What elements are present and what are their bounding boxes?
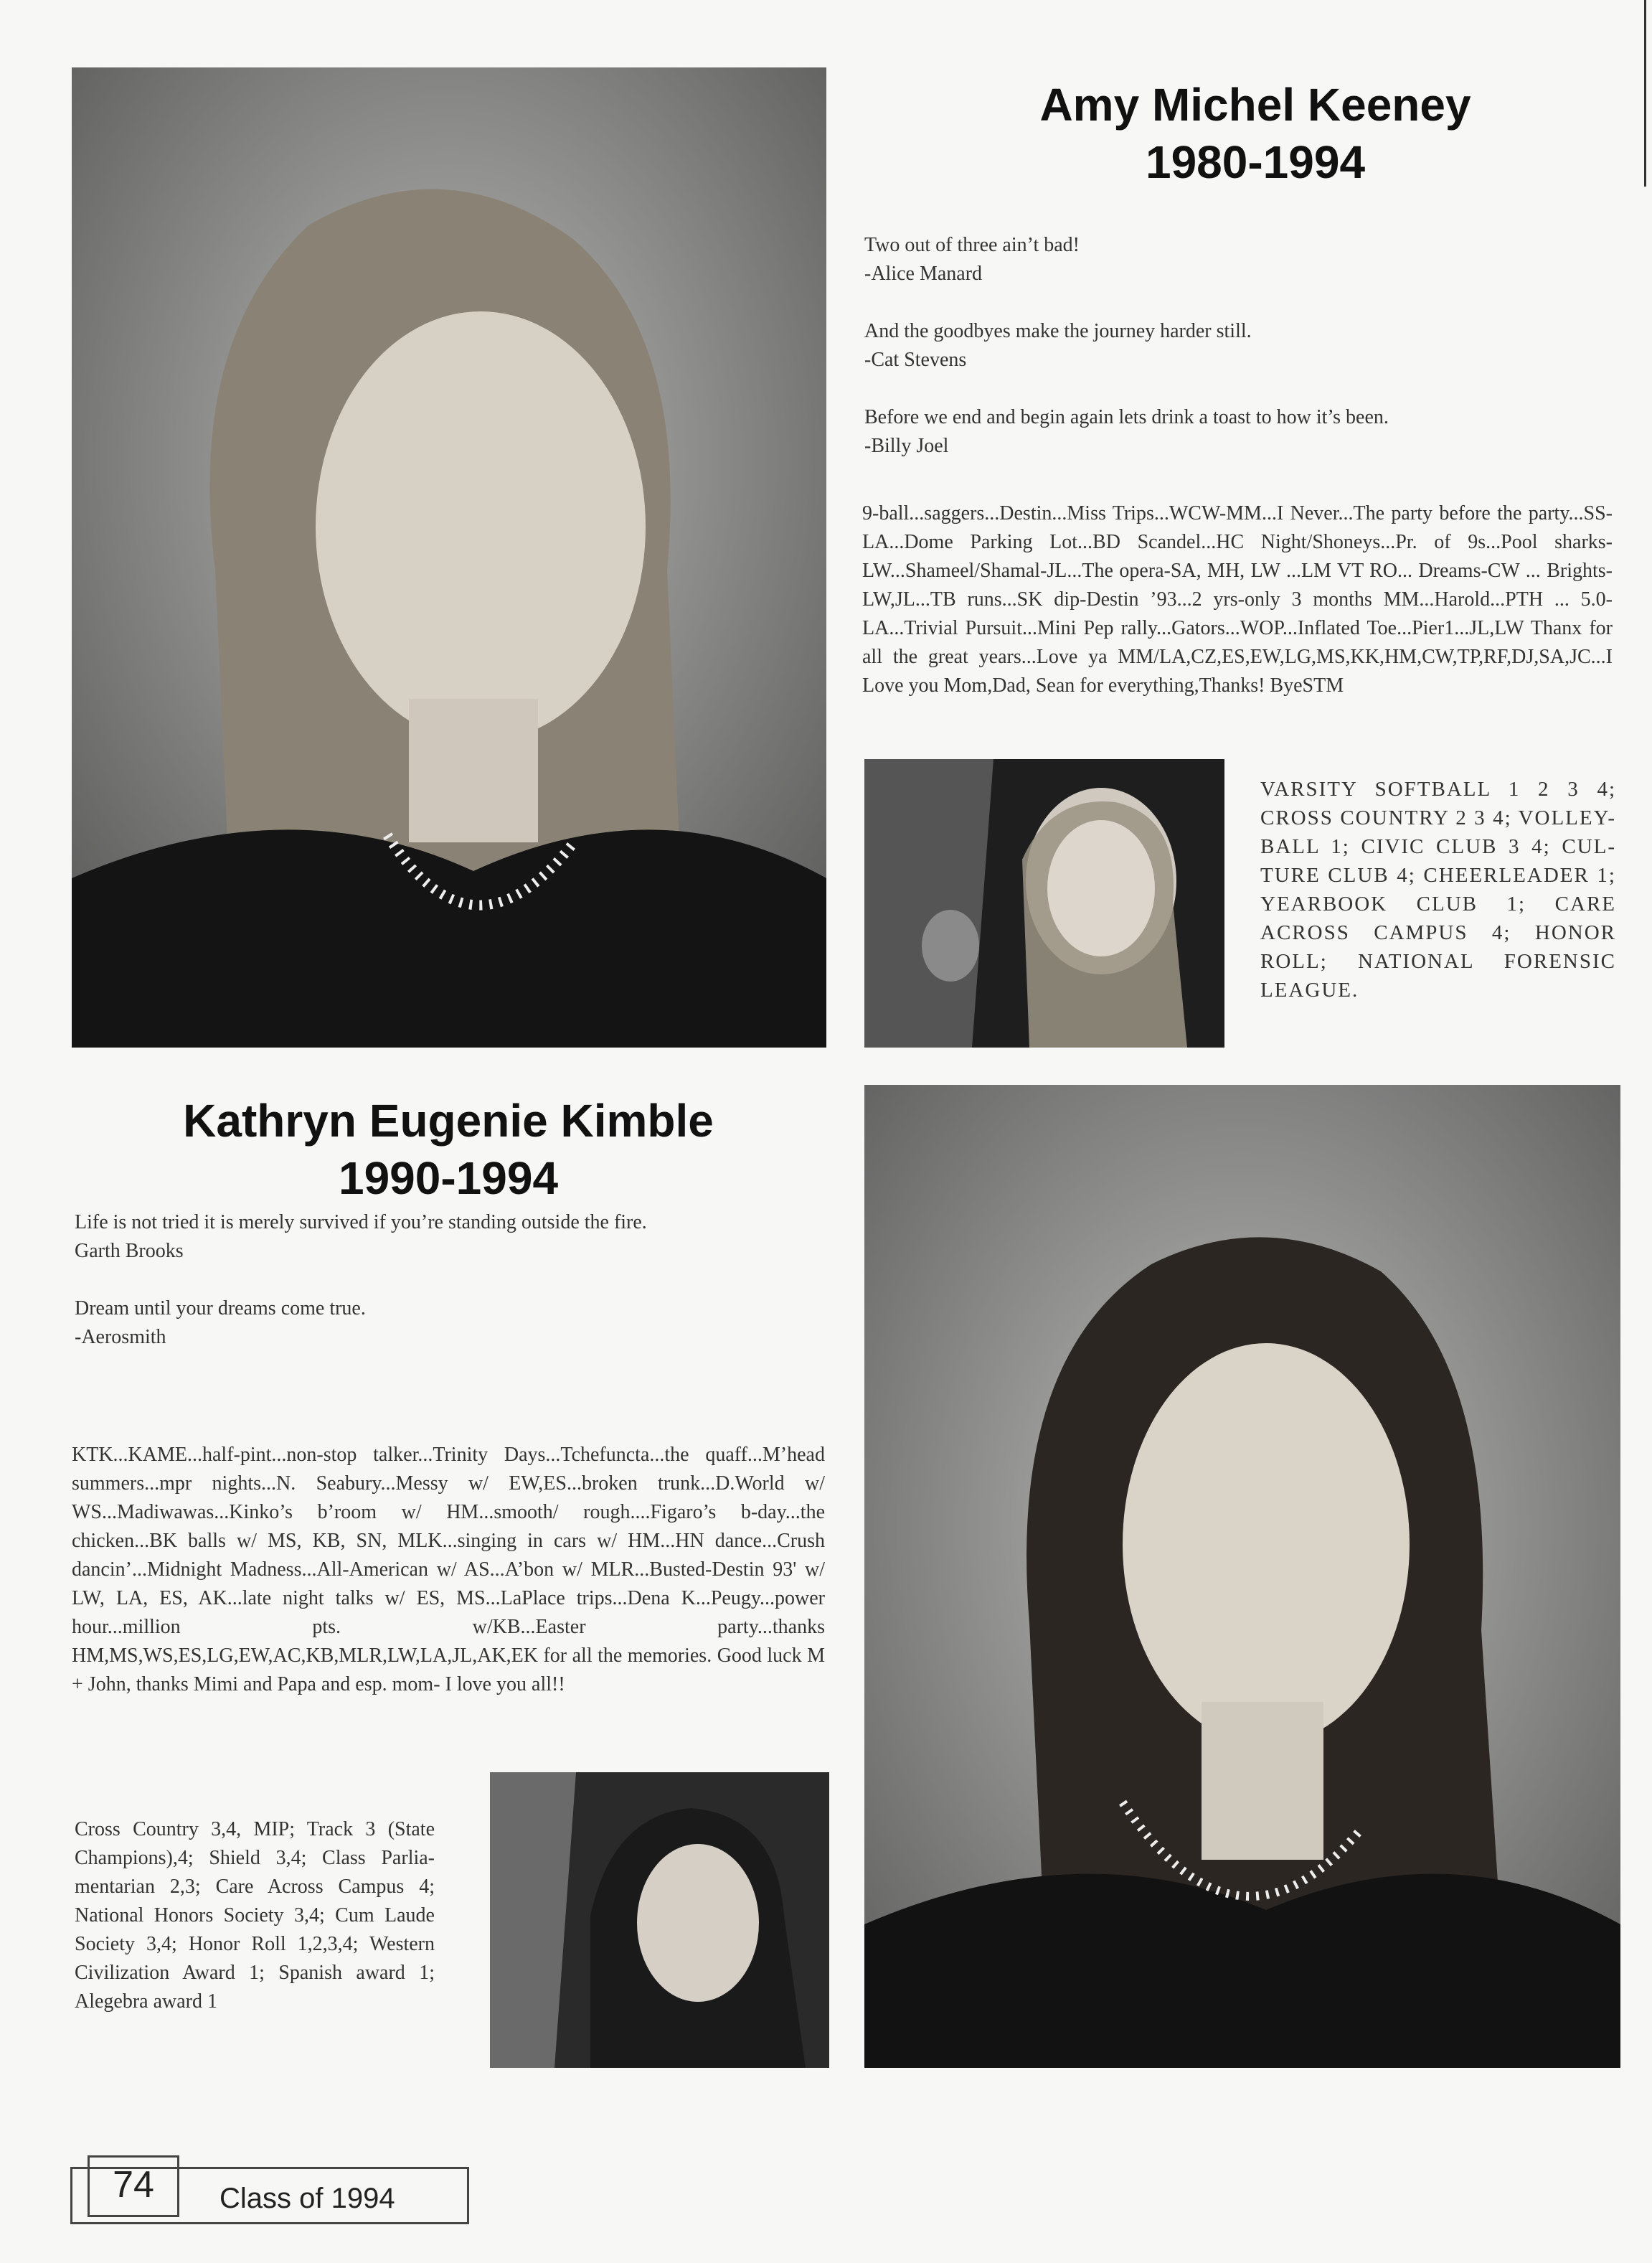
- keeney-quote-2: And the goodbyes make the journey harder still.: [864, 320, 1252, 342]
- keeney-quotes: [864, 231, 1618, 461]
- keeney-name-heading: [861, 76, 1650, 191]
- kimble-quotes: [75, 1208, 835, 1352]
- kimble-quote-1-author: Garth Brooks: [75, 1240, 184, 1262]
- page-number: 74: [113, 2164, 154, 2206]
- kimble-activities: Cross Country 3,4, MIP; Track 3 (State Champions),4; Shield 3,4; Class Parlia-mentarian 2,3; Care Across Campus 4; National Honors Society 3,4; Cum Laude Society 3,4; Honor Roll 1,2,3,4; Western Civilization Award 1; Spanish award 1; Alegebra award 1: [75, 1818, 435, 2013]
- keeney-quote-1-author: -Alice Manard: [864, 263, 983, 285]
- kimble-name-heading: [72, 1092, 825, 1207]
- kimble-memories: KTK...KAME...half-pint...non-stop talker...Trinity Days...Tchefuncta...the quaff...M’head summers...mpr nights...N. Seabury...Messy w/ EW,ES...broken trunk...D.World w/ WS...Madiwawas...Kinko’s b’room w/ HM...smooth/ rough....Figaro’s b-day...the chicken...BK balls w/ MS, KB, SN, MLK...singing in cars w/ HM...HN dance...Crush dancin’...Midnight Madness...All-American w/ AS...A’bon w/ MLR...Busted-Destin 93' w/ LW, LA, ES, AK...late night talks w/ ES, MS...LaPlace trips...Dena K...Peugy...power hour...million pts. w/KB...Easter party...thanks HM,MS,WS,ES,LG,EW,AC,KB,MLR,LW,LA,JL,AK,EK for all the memories. Good luck M + John, thanks Mimi and Papa and esp. mom- I love you all!!: [72, 1444, 825, 1695]
- keeney-years: 1980-1994: [1145, 136, 1366, 188]
- kimble-name: Kathryn Eugenie Kimble: [183, 1095, 714, 1147]
- keeney-name: Amy Michel Keeney: [1039, 79, 1471, 131]
- kimble-years: 1990-1994: [338, 1152, 559, 1204]
- kimble-quote-2-author: -Aerosmith: [75, 1326, 166, 1348]
- keeney-candid-photo: [864, 759, 1224, 1048]
- kimble-candid-photo: [490, 1772, 829, 2068]
- kimble-quote-1: Life is not tried it is merely survived if you’re standing outside the fire.: [75, 1211, 647, 1233]
- keeney-quote-2-author: -Cat Stevens: [864, 349, 967, 371]
- keeney-portrait-photo: [72, 67, 826, 1048]
- keeney-activities: VARSITY SOFTBALL 1 2 3 4; CROSS COUNTRY 2 3 4; VOLLEY-BALL 1; CIVIC CLUB 3 4; CUL-TURE CLUB 4; CHEERLEADER 1; YEARBOOK CLUB 1; CARE ACROSS CAMPUS 4; HONOR ROLL; NATIONAL FORENSIC LEAGUE.: [1260, 778, 1616, 1002]
- keeney-quote-3: Before we end and begin again lets drink a toast to how it’s been.: [864, 406, 1389, 428]
- kimble-portrait-photo: [864, 1085, 1620, 2068]
- keeney-quote-1: Two out of three ain’t bad!: [864, 234, 1080, 256]
- keeney-memories: 9-ball...saggers...Destin...Miss Trips...WCW-MM...I Never...The party before the party...SS-LA...Dome Parking Lot...BD Scandel...HC Night/Shoneys...Pr. of 9s...Pool sharks-LW...Shameel/Shamal-JL...The opera-SA, MH, LW ...LM VT RO... Dreams-CW ... Brights-LW,JL...TB runs...SK dip-Destin ’93...2 yrs-only 3 months MM...Harold...PTH ... 5.0-LA...Trivial Pursuit...Mini Pep rally...Gators...WOP...Inflated Toe...Pier1...JL,LW Thanx for all the great years...Love ya MM/LA,CZ,ES,EW,LG,MS,KK,HM,CW,TP,RF,DJ,SA,JC...I Love you Mom,Dad, Sean for everything,Thanks! ByeSTM: [862, 502, 1613, 697]
- class-label: Class of 1994: [220, 2183, 395, 2214]
- kimble-quote-2: Dream until your dreams come true.: [75, 1297, 366, 1319]
- keeney-quote-3-author: -Billy Joel: [864, 435, 949, 457]
